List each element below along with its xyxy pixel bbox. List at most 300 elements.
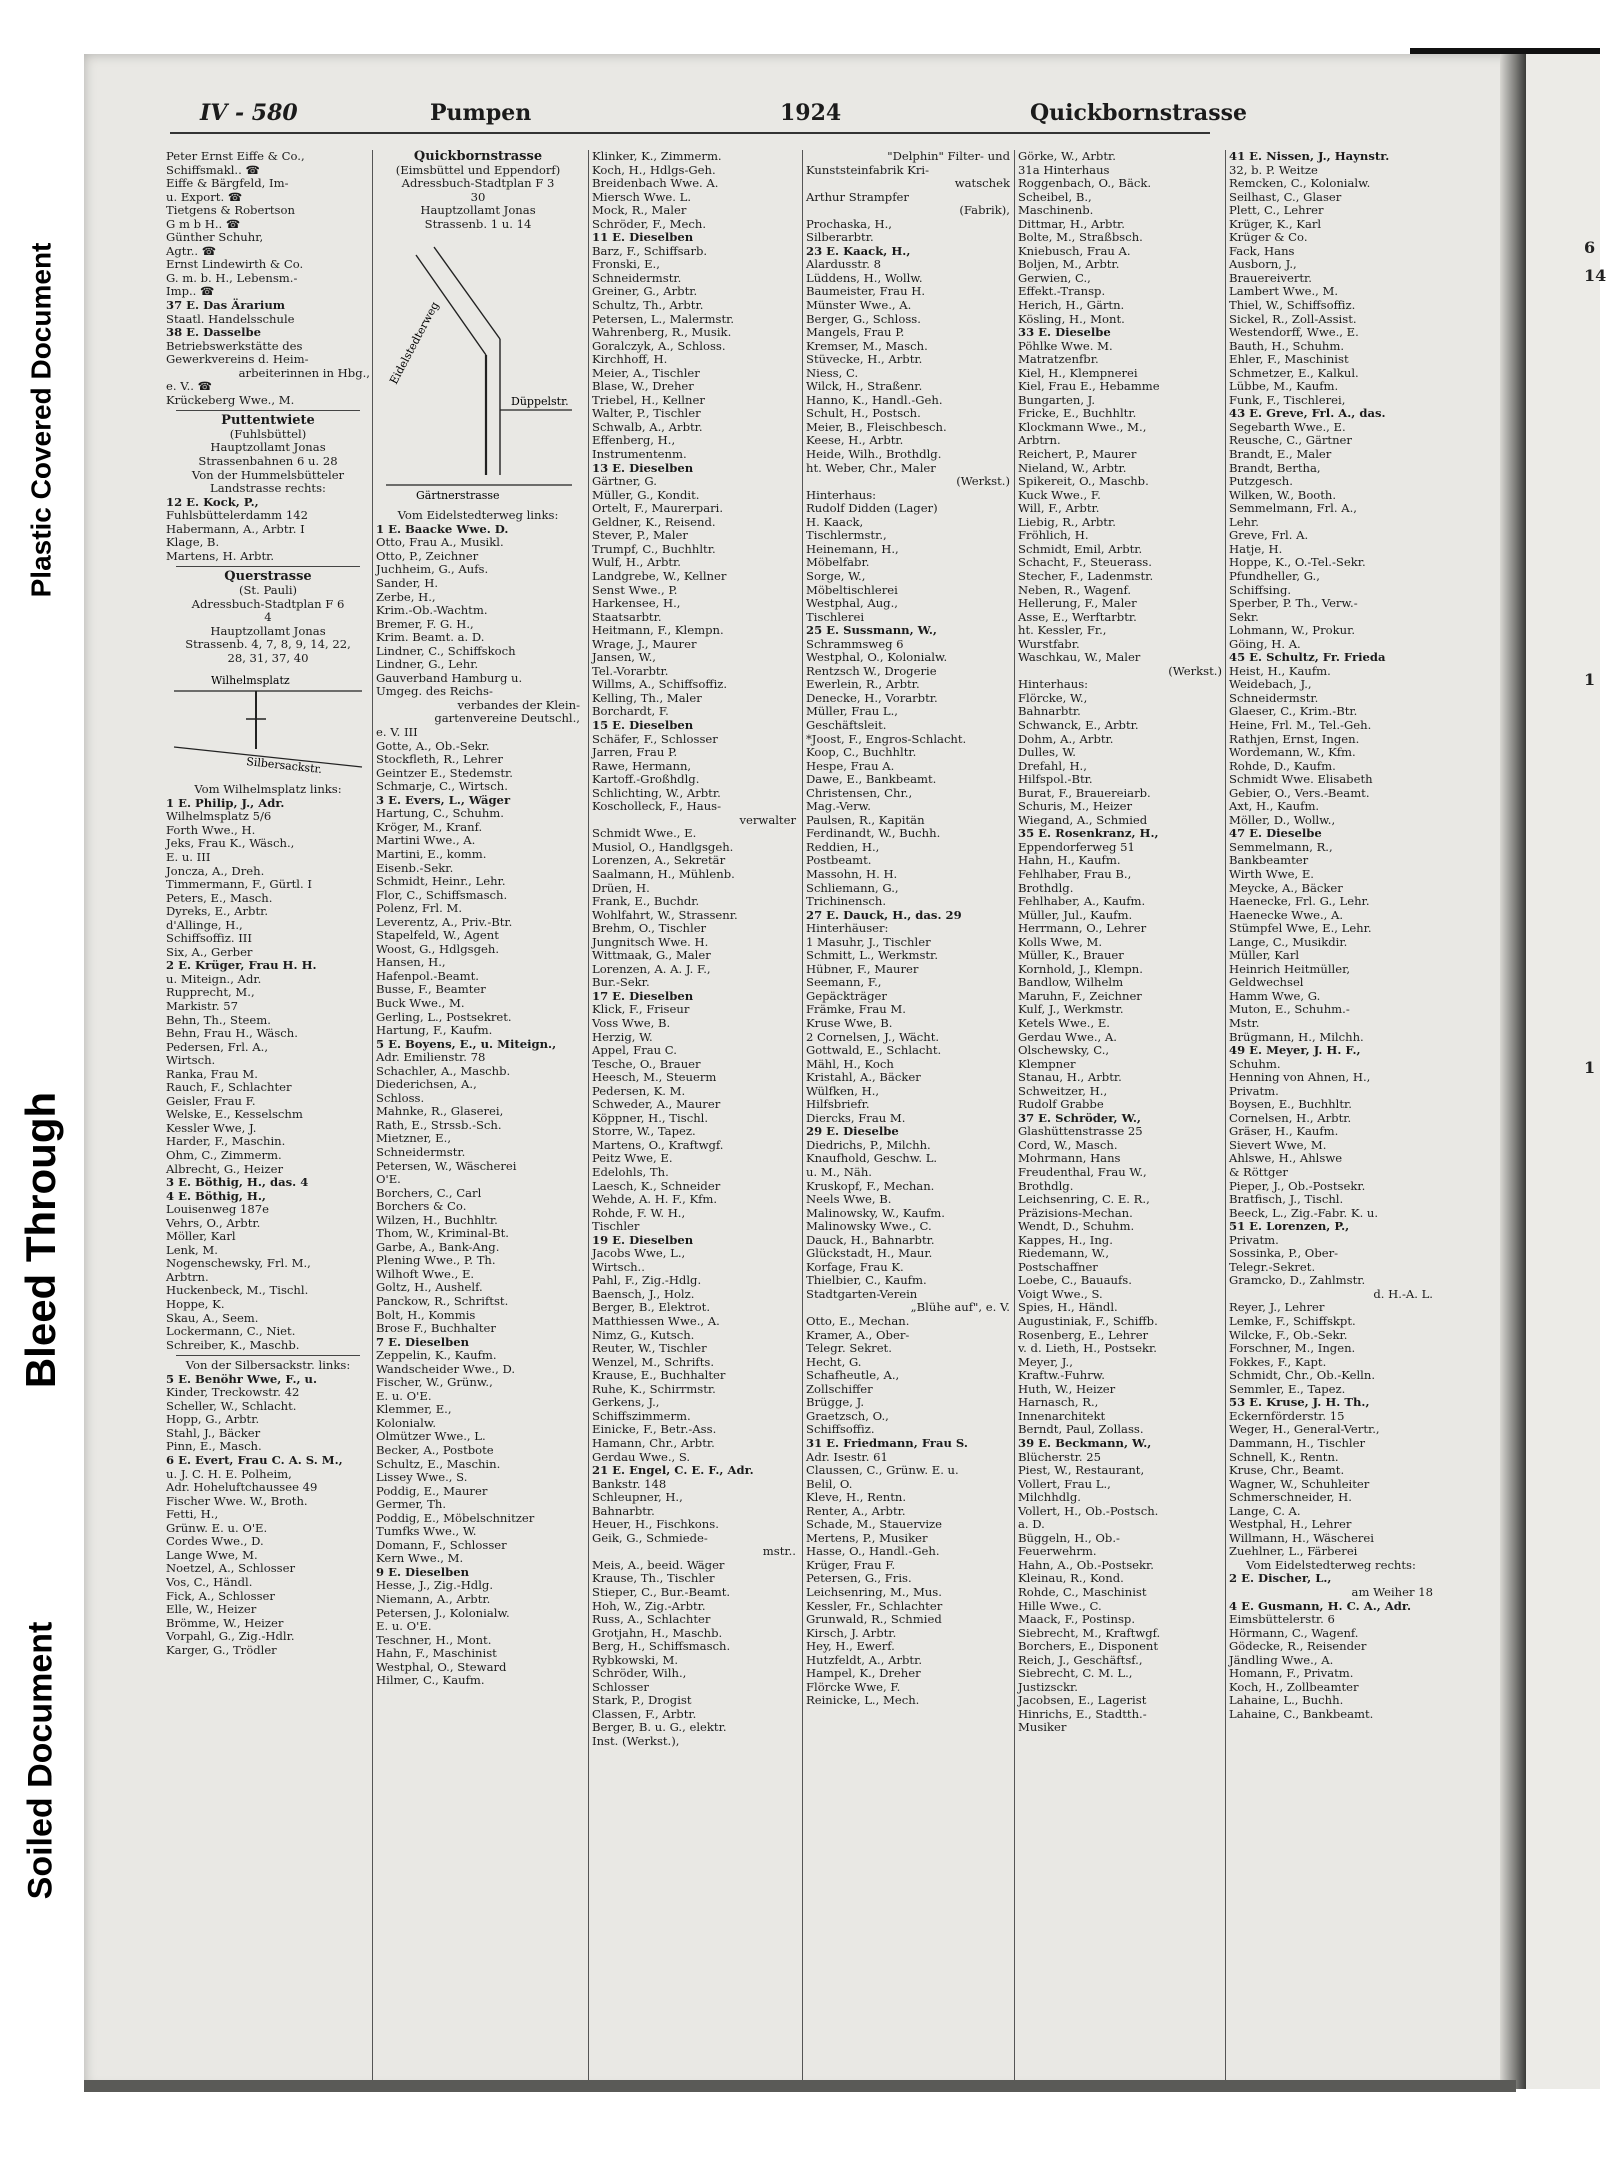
directory-entry: Betriebswerkstätte des (166, 338, 303, 353)
directory-entry: Greiner, G., Arbtr. (592, 284, 698, 299)
directory-entry: Pfundheller, G., (1229, 568, 1320, 583)
directory-entry: Martens, H. Arbtr. (166, 548, 275, 563)
directory-entry: Voigt Wwe., S. (1018, 1286, 1103, 1301)
directory-entry: Vorpahl, G., Zig.-Hdlr. (166, 1629, 295, 1644)
directory-entry: Jacobsen, E., Lagerist (1018, 1693, 1147, 1708)
directory-entry: Zeppelin, K., Kaufm. (376, 1348, 497, 1363)
column-2 (376, 150, 580, 2080)
directory-entry: Kessler Wwe, J. (166, 1120, 257, 1135)
directory-entry: Greve, Frl. A. (1229, 528, 1309, 543)
directory-entry: Rath, E., Strssb.-Sch. (376, 1117, 502, 1132)
directory-entry: Tischlerei (806, 609, 865, 624)
directory-entry: Keese, H., Arbtr. (806, 433, 904, 448)
directory-entry: Arbtrn. (166, 1269, 209, 1284)
directory-entry: Hinterhaus: (1018, 677, 1089, 692)
directory-entry: Burat, F., Brauereiarb. (1018, 785, 1151, 800)
directory-entry: Vom Eidelstedterweg links: (397, 508, 559, 523)
directory-entry: Kuck Wwe., F. (1018, 487, 1101, 502)
directory-entry: Hampel, K., Dreher (806, 1666, 921, 1681)
directory-entry: Schweder, A., Maurer (592, 1097, 721, 1112)
directory-entry: Hopp, G., Arbtr. (166, 1412, 260, 1427)
map-label-street: Eidelstedterweg (387, 299, 442, 387)
directory-entry: Ernst Lindewirth & Co. (166, 257, 304, 272)
directory-entry: Fick, A., Schlosser (166, 1588, 275, 1603)
directory-entry: Geldner, K., Reisend. (592, 514, 716, 529)
directory-entry: Schneidermstr. (592, 270, 682, 285)
directory-entry: am Weiher 18 (1351, 1584, 1433, 1599)
directory-entry: Kinder, Treckowstr. 42 (166, 1385, 300, 1400)
header-year: 1924 (780, 100, 842, 126)
directory-entry: Meycke, A., Bäcker (1229, 880, 1343, 895)
directory-entry: Maack, F., Postinsp. (1018, 1612, 1136, 1627)
directory-entry: Segebarth Wwe., E. (1229, 419, 1346, 434)
directory-entry: Behn, Frau H., Wäsch. (166, 1026, 298, 1041)
street-heading: Puttentwiete (221, 413, 315, 429)
column-4 (806, 150, 1010, 2080)
directory-entry: Stadtgarten-Verein (806, 1286, 918, 1301)
directory-entry: Sievert Wwe, M. (1229, 1137, 1327, 1152)
directory-entry: Forth Wwe., H. (166, 822, 256, 837)
directory-entry: Dammann, H., Tischler (1229, 1435, 1366, 1450)
directory-entry: Meis, A., beeid. Wäger (592, 1557, 725, 1572)
directory-entry: Garbe, A., Bank-Ang. (376, 1239, 500, 1254)
directory-entry: Gerling, L., Postsekret. (376, 1009, 512, 1024)
directory-entry: Miersch Wwe. L. (592, 189, 692, 204)
directory-entry: Wenzel, M., Schrifts. (592, 1354, 715, 1369)
directory-entry: 1 E. Baacke Wwe. D. (376, 521, 509, 536)
directory-entry: Goralczyk, A., Schloss. (592, 338, 726, 353)
directory-entry: Müller, Jul., Kaufm. (1018, 907, 1133, 922)
directory-entry: Bungarten, J. (1018, 392, 1096, 407)
directory-entry: Herrmann, O., Lehrer (1018, 921, 1147, 936)
directory-entry: Heuer, H., Fischkons. (592, 1517, 719, 1532)
directory-entry: Flor, C., Schiffsmasch. (376, 887, 508, 902)
directory-entry: Fehlhaber, A., Kaufm. (1018, 894, 1146, 909)
directory-entry: Hatje, H. (1229, 541, 1283, 556)
directory-entry: Thielbier, C., Kaufm. (806, 1273, 927, 1288)
directory-entry: Staatsarbtr. (592, 609, 662, 624)
directory-entry: Müller, G., Kondit. (592, 487, 700, 502)
directory-entry: Einicke, F., Betr.-Ass. (592, 1422, 717, 1437)
directory-entry: 15 E. Dieselben (592, 717, 694, 732)
directory-entry: Graetzsch, O., (806, 1408, 889, 1423)
directory-entry: Musiker (1018, 1720, 1067, 1735)
directory-entry: Arthur Strampfer (806, 189, 909, 204)
street-heading: Querstrasse (224, 569, 312, 585)
directory-entry: Roggenbach, O., Bäck. (1018, 176, 1152, 191)
directory-entry: Büggeln, H., Ob.- (1018, 1530, 1120, 1545)
directory-entry: Welske, E., Kesselschm (166, 1107, 303, 1122)
directory-entry: Walter, P., Tischler (592, 406, 701, 421)
directory-entry: „Blühe auf", e. V. (910, 1300, 1010, 1315)
directory-entry: Hahn, H., Kaufm. (1018, 853, 1121, 868)
directory-entry: Schult, H., Postsch. (806, 406, 921, 421)
directory-entry: Hilmer, C., Kaufm. (376, 1673, 485, 1688)
directory-entry: Schmidt, Chr., Ob.-Kelln. (1229, 1368, 1376, 1383)
directory-entry: Lahaine, L., Buchh. (1229, 1693, 1344, 1708)
street-info-line: Adressbuch-Stadtplan F 3 (401, 176, 555, 191)
directory-entry: Gerdau Wwe., S. (592, 1449, 691, 1464)
directory-entry: Grunwald, R., Schmied (806, 1612, 942, 1627)
directory-entry: Schlosser (592, 1679, 649, 1694)
directory-entry: Appel, Frau C. (592, 1043, 677, 1058)
directory-entry: Westphal, H., Lehrer (1229, 1517, 1352, 1532)
directory-entry: Kramer, A., Ober- (806, 1327, 910, 1342)
directory-entry: Rudolf Didden (Lager) (806, 501, 938, 516)
directory-entry: Barz, F., Schiffsarb. (592, 243, 708, 258)
directory-entry: Krückeberg Wwe., M. (166, 392, 295, 407)
directory-entry: Kiel, H., Klempnerei (1018, 365, 1138, 380)
directory-entry: Trichinensch. (806, 894, 887, 909)
directory-entry: 21 E. Engel, C. E. F., Adr. (592, 1463, 754, 1478)
directory-entry: Schiffsoffiz. (806, 1422, 875, 1437)
directory-entry: Niemann, A., Arbtr. (376, 1592, 491, 1607)
directory-entry: Knaufhold, Geschw. L. (806, 1151, 938, 1166)
directory-entry: Timmermann, F., Gürtl. I (166, 877, 312, 892)
directory-entry: E. u. O'E. (376, 1388, 432, 1403)
directory-entry: Sorge, W., (806, 568, 866, 583)
directory-entry: Edelohls, Th. (592, 1165, 669, 1180)
directory-entry: Sander, H. (376, 576, 439, 591)
street-info-line: 4 (264, 610, 272, 625)
directory-entry: Landgrebe, W., Kellner (592, 568, 727, 583)
directory-entry: Glückstadt, H., Maur. (806, 1246, 933, 1261)
directory-entry: Olmützer Wwe., L. (376, 1429, 486, 1444)
directory-entry: Schröder, F., Mech. (592, 216, 707, 231)
directory-entry: Pahl, F., Zig.-Hdlg. (592, 1273, 702, 1288)
directory-entry: Pedersen, K. M. (592, 1083, 686, 1098)
directory-entry: Rauch, F., Schlachter (166, 1080, 292, 1095)
directory-entry: Hartung, C., Schuhm. (376, 806, 504, 821)
street-info-line: Adressbuch-Stadtplan F 6 (191, 596, 345, 611)
directory-entry: Hellerung, F., Maler (1018, 596, 1137, 611)
directory-entry: Mohrmann, Hans (1018, 1151, 1121, 1166)
directory-entry: Heide, Wilh., Brothdlg. (806, 447, 942, 462)
directory-entry: Martini Wwe., A. (376, 833, 476, 848)
directory-entry: Plening Wwe., P. Th. (376, 1253, 496, 1268)
directory-entry: Möller, D., Wollw., (1229, 812, 1336, 827)
page-gutter (1500, 54, 1526, 2089)
street-info-line: Hauptzollamt Jonas (210, 623, 326, 638)
directory-entry: Baensch, J., Holz. (592, 1286, 695, 1301)
directory-entry: Privatm. (1229, 1232, 1279, 1247)
directory-entry: Lambert Wwe., M. (1229, 284, 1339, 299)
directory-entry: Herzig, W. (592, 1029, 653, 1044)
directory-entry: Otto, Frau A., Musikl. (376, 535, 504, 550)
directory-entry: Mstr. (1229, 1016, 1260, 1030)
directory-entry: Vollert, H., Ob.-Postsch. (1018, 1503, 1159, 1518)
directory-entry: Busse, F., Beamter (376, 982, 486, 997)
directory-entry: Poddig, E., Möbelschnitzer (376, 1510, 535, 1525)
directory-entry: Schmerschneider, H. (1229, 1490, 1352, 1505)
directory-entry: u. Export. ☎ (166, 189, 243, 204)
directory-entry: Wrage, J., Maurer (592, 636, 697, 651)
directory-entry: Borchardt, F. (592, 704, 669, 719)
directory-entry: Köppner, H., Tischl. (592, 1110, 709, 1125)
directory-entry: Brügge, J. (806, 1395, 865, 1410)
directory-entry: Vehrs, O., Arbtr. (166, 1215, 261, 1230)
directory-entry: Flörcke Wwe, F. (806, 1679, 901, 1694)
street-info-line: Von der Hummelsbütteler (191, 467, 345, 482)
directory-entry: Hespe, Frau A. (806, 758, 895, 773)
directory-entry: Dauck, H., Bahnarbtr. (806, 1232, 935, 1247)
page-number: IV - 580 (200, 100, 298, 126)
directory-entry: Harder, F., Maschin. (166, 1134, 286, 1149)
directory-entry: Willmann, H., Wäscherei (1229, 1530, 1374, 1545)
directory-entry: Wirth Wwe, E. (1229, 866, 1314, 881)
directory-entry: Müller, K., Brauer (1018, 948, 1124, 963)
directory-entry: Habermann, A., Arbtr. I (166, 521, 305, 536)
directory-entry: 2 E. Discher, L., (1229, 1571, 1332, 1586)
directory-entry: Reich, J., Geschäftsf., (1018, 1652, 1143, 1667)
directory-entry: Ketels Wwe., E. (1018, 1016, 1110, 1030)
directory-entry: 6 E. Evert, Frau C. A. S. M., (166, 1453, 343, 1468)
directory-entry: 38 E. Dasselbe (166, 325, 261, 340)
directory-entry: Wehde, A. H. F., Kfm. (592, 1192, 718, 1207)
directory-entry: Krause, Th., Tischler (592, 1571, 715, 1586)
directory-entry: Teschner, H., Mont. (376, 1632, 492, 1647)
directory-entry: Domann, F., Schlosser (376, 1537, 507, 1552)
directory-entry: Kartoff.-Großhdlg. (592, 772, 700, 787)
directory-entry: Schmitt, L., Werkmstr. (806, 948, 939, 963)
directory-entry: Von der Silbersackstr. links: (185, 1358, 351, 1373)
directory-entry: Umgeg. des Reichs- (376, 684, 493, 699)
directory-entry: Tischlermstr., (806, 528, 887, 543)
directory-entry: Cornelsen, H., Arbtr. (1229, 1110, 1352, 1125)
directory-entry: Främke, Frau M. (806, 1002, 906, 1017)
directory-entry: Schrammsweg 6 (806, 636, 904, 651)
directory-entry: Hamm Wwe, G. (1229, 988, 1321, 1003)
directory-entry: Mietzner, E., (376, 1131, 452, 1146)
directory-entry: Saalmann, H., Mühlenb. (592, 866, 735, 881)
directory-entry: Peitz Wwe, E. (592, 1151, 673, 1166)
directory-entry: Koscholleck, F., Haus- (592, 799, 722, 814)
directory-entry: Hilfspol.-Btr. (1018, 772, 1093, 787)
directory-entry: Willms, A., Schiffsoffiz. (592, 677, 728, 692)
directory-entry: Hecht, G. (806, 1354, 862, 1369)
directory-entry: Schmarje, C., Wirtsch. (376, 779, 508, 794)
directory-entry: Wilck, H., Straßenr. (806, 379, 923, 394)
directory-entry: Schnell, K., Rentn. (1229, 1449, 1339, 1464)
directory-entry: Jungnitsch Wwe. H. (592, 934, 709, 949)
directory-entry: Frank, E., Buchdr. (592, 894, 700, 909)
directory-entry: Gebier, O., Vers.-Beamt. (1229, 785, 1370, 800)
directory-entry: Semmelmann, R., (1229, 839, 1333, 854)
directory-entry: E. u. O'E. (376, 1619, 432, 1634)
directory-entry: Goltz, H., Aushelf. (376, 1280, 483, 1295)
directory-entry: Wulf, H., Arbtr. (592, 555, 681, 570)
directory-entry: Siebrecht, C. M. L., (1018, 1666, 1133, 1681)
directory-entry: Bauth, H., Schuhm. (1229, 338, 1345, 353)
fragment-number: 1 (1584, 670, 1596, 689)
directory-entry: Lockermann, C., Niet. (166, 1324, 296, 1339)
page-bottom-edge (84, 2080, 1516, 2092)
directory-entry: Lindner, G., Lehr. (376, 657, 479, 672)
directory-entry: 2 Cornelsen, J., Wächt. (806, 1029, 940, 1044)
directory-entry: Wilhoft Wwe., E. (376, 1266, 475, 1281)
directory-entry: Eckernförderstr. 15 (1229, 1408, 1345, 1423)
directory-entry: Jacobs Wwe, L., (592, 1246, 686, 1261)
directory-entry: Siebrecht, M., Kraftwgf. (1018, 1625, 1161, 1640)
directory-entry: Feuerwehrm. (1018, 1544, 1097, 1559)
directory-entry: 32, b. P. Weitze (1229, 162, 1318, 177)
directory-entry: Stark, P., Drogist (592, 1693, 692, 1708)
directory-entry: Eimsbüttelerstr. 6 (1229, 1612, 1335, 1627)
directory-entry: Grotjahn, H., Maschb. (592, 1625, 723, 1640)
directory-entry: 1 Masuhr, J., Tischler (806, 934, 931, 949)
directory-entry: Lorenzen, A. A. J. F., (592, 961, 711, 976)
directory-entry: Huth, W., Heizer (1018, 1381, 1116, 1396)
directory-entry: Semmelmann, Frl. A., (1229, 501, 1357, 516)
directory-entry: Kruse Wwe, B. (806, 1016, 893, 1030)
directory-entry: 53 E. Kruse, J. H. Th., (1229, 1395, 1370, 1410)
directory-entry: Sperber, P. Th., Verw.- (1229, 596, 1358, 611)
directory-entry: Germer, Th. (376, 1497, 447, 1512)
directory-entry: Reuter, W., Tischler (592, 1341, 707, 1356)
directory-entry: G. m. b. H., Lebensm.- (166, 270, 298, 285)
directory-entry: 9 E. Dieselben (376, 1564, 470, 1579)
directory-entry: Stieper, C., Bur.-Beamt. (592, 1584, 731, 1599)
directory-entry: 13 E. Dieselben (592, 460, 694, 475)
directory-entry: Stahl, J., Bäcker (166, 1425, 261, 1440)
directory-entry: Lange, C. A. (1229, 1503, 1301, 1518)
directory-entry: Jeks, Frau K., Wäsch., (166, 836, 295, 851)
directory-entry: Klempner (1018, 1056, 1076, 1071)
directory-entry: Rentzsch W., Drogerie (806, 663, 937, 678)
directory-entry: Lenk, M. (166, 1242, 218, 1257)
directory-entry: Renter, A., Arbtr. (806, 1503, 906, 1518)
directory-entry: Beeck, L., Zig.-Fabr. K. u. (1229, 1205, 1379, 1220)
directory-entry: Fehlhaber, Frau B., (1018, 866, 1132, 881)
directory-entry: 3 E. Evers, L., Wäger (376, 792, 511, 807)
directory-entry: Schade, M., Stauervize (806, 1517, 943, 1532)
directory-entry: Diedrichs, P., Milchh. (806, 1137, 931, 1152)
street-info-line: Strassenb. 4, 7, 8, 9, 14, 22, (185, 637, 351, 652)
fragment-number: 14 (1584, 266, 1606, 285)
column-3 (592, 150, 796, 2080)
directory-entry: Dyreks, E., Arbtr. (166, 904, 269, 919)
directory-entry: Brandt, E., Maler (1229, 447, 1332, 462)
directory-entry: Thom, W., Kriminal-Bt. (376, 1226, 509, 1241)
directory-entry: Liebig, R., Arbtr. (1018, 514, 1116, 529)
directory-entry: Hanno, K., Handl.-Geh. (806, 392, 943, 407)
directory-entry: Brothdlg. (1018, 1178, 1074, 1193)
directory-entry: Bolt, H., Kommis (376, 1307, 476, 1322)
directory-entry: verbandes der Klein- (457, 697, 580, 712)
directory-entry: Diercks, Frau M. (806, 1110, 906, 1125)
directory-entry: Kruse, Chr., Beamt. (1229, 1463, 1345, 1478)
directory-entry: verwalter (739, 812, 796, 827)
directory-entry: Fischer, W., Grünw., (376, 1375, 493, 1390)
map-label-top: Wilhelmsplatz (211, 674, 290, 688)
street-info-line: 30 (470, 189, 486, 204)
directory-entry: e. V. III (376, 725, 418, 740)
directory-entry: Kraftw.-Fuhrw. (1018, 1368, 1105, 1383)
column-1 (166, 150, 370, 2080)
directory-entry: Gauverband Hamburg u. (376, 670, 523, 685)
directory-entry: v. d. Lieth, H., Postsekr. (1018, 1341, 1157, 1356)
directory-entry: Schweitzer, H., (1018, 1083, 1108, 1098)
directory-entry: Schröder, Wilh., (592, 1666, 687, 1681)
directory-entry: Glashüttenstrasse 25 (1018, 1124, 1143, 1139)
directory-entry: Staatl. Handelsschule (166, 311, 295, 326)
directory-entry: Gerkens, J., (592, 1395, 660, 1410)
directory-entry: Elle, W., Heizer (166, 1602, 257, 1617)
directory-entry: Berndt, Paul, Zollass. (1018, 1422, 1144, 1437)
directory-entry: Wittmaak, G., Maler (592, 948, 711, 963)
directory-entry: Will, F., Arbtr. (1018, 501, 1100, 516)
directory-entry: Gepäckträger (806, 988, 887, 1003)
directory-entry: Semmler, E., Tapez. (1229, 1381, 1346, 1396)
directory-entry: Agtr.. ☎ (166, 243, 217, 258)
directory-entry: Kniebusch, Frau A. (1018, 243, 1131, 258)
directory-entry: Fetti, H., (166, 1507, 219, 1522)
directory-entry: Schmetzer, E., Kalkul. (1229, 365, 1359, 380)
directory-entry: Skau, A., Seem. (166, 1310, 259, 1325)
directory-entry: Lehr. (1229, 514, 1259, 529)
directory-entry: Cordes Wwe., D. (166, 1534, 264, 1549)
directory-entry: Schiffsoffiz. III (166, 931, 252, 946)
directory-entry: Neels Wwe, B. (806, 1192, 892, 1207)
directory-entry: Augustiniak, F., Schiffb. (1018, 1314, 1158, 1329)
directory-entry: Brehm, O., Tischler (592, 921, 707, 936)
header-rule (170, 132, 1210, 134)
header-right-street: Quickbornstrasse (1030, 100, 1247, 126)
directory-entry: Zollschiffer (806, 1381, 873, 1396)
directory-entry: Wilken, W., Booth. (1229, 487, 1337, 502)
directory-entry: Schwanck, E., Arbtr. (1018, 717, 1139, 732)
directory-entry: Krim. Beamt. a. D. (376, 630, 485, 645)
directory-entry: Möbelfabr. (806, 555, 870, 570)
directory-entry: Hahn, A., Ob.-Postsekr. (1018, 1557, 1154, 1572)
directory-entry: Hahn, F., Maschinist (376, 1646, 497, 1661)
directory-entry: Kirchhoff, H. (592, 352, 668, 367)
directory-entry: 5 E. Boyens, E., u. Miteign., (376, 1036, 557, 1051)
directory-entry: Peter Ernst Eiffe & Co., (166, 149, 305, 163)
directory-entry: Pöhlke Wwe. M. (1018, 338, 1113, 353)
directory-entry: Fokkes, F., Kapt. (1229, 1354, 1327, 1369)
directory-entry: Hinterhäuser: (806, 921, 889, 936)
directory-entry: Kelling, Th., Maler (592, 690, 702, 705)
directory-entry: (Fabrik), (959, 203, 1010, 218)
directory-entry: Niess, C. (806, 365, 859, 380)
directory-entry: Seemann, F., (806, 975, 882, 990)
directory-entry: 31a Hinterhaus (1018, 162, 1110, 177)
directory-entry: (Werkst.) (1168, 663, 1222, 678)
directory-entry: Postbeamt. (806, 853, 872, 868)
directory-entry: Schwalb, A., Arbtr. (592, 419, 703, 434)
directory-entry: Dulles, W. (1018, 745, 1076, 760)
directory-entry: Rosenberg, E., Lehrer (1018, 1327, 1149, 1342)
directory-entry: Stever, P., Maler (592, 528, 688, 543)
directory-entry: Neben, R., Wagenf. (1018, 582, 1132, 597)
directory-entry: Petersen, W., Wäscherei (376, 1158, 517, 1173)
directory-entry: Rupprecht, M., (166, 985, 255, 1000)
header-left-street: Pumpen (430, 100, 532, 126)
directory-entry: watschek (954, 176, 1010, 191)
column-5 (1018, 150, 1222, 2080)
directory-entry: Fricke, E., Buchhltr. (1018, 406, 1137, 421)
directory-entry: Klinker, K., Zimmerm. (592, 149, 722, 163)
directory-entry: Postschaffner (1018, 1259, 1098, 1274)
directory-entry: Milchhdlg. (1018, 1490, 1081, 1505)
directory-entry: Albrecht, G., Heizer (166, 1161, 283, 1176)
directory-entry: Heitmann, F., Klempn. (592, 623, 724, 638)
directory-entry: Thiel, W., Schiffsoffiz. (1229, 298, 1356, 313)
directory-entry: Stapelfeld, W., Agent (376, 928, 499, 943)
directory-entry: Reyer, J., Lehrer (1229, 1300, 1325, 1315)
directory-entry: Dittmar, H., Arbtr. (1018, 216, 1125, 231)
